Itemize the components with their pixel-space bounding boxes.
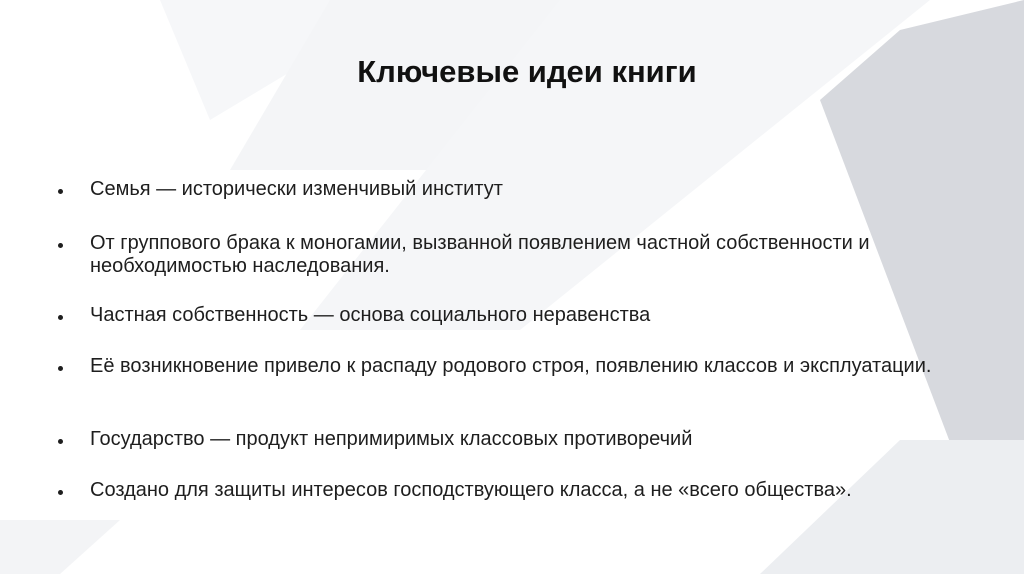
bullet-dot-icon: [58, 315, 63, 320]
bullet-item: [58, 178, 503, 201]
bullet-item: [58, 428, 692, 451]
bullet-text: Частная собственность — основа социального неравенства: [90, 304, 651, 326]
decor-stripe-bottom-right: [760, 440, 1024, 574]
bullet-dot-icon: [58, 439, 63, 444]
bullet-text: Создано для защиты интересов господствующего класса, а не «всего общества».: [90, 479, 852, 501]
bullet-dot-icon: [58, 243, 63, 248]
decor-stripe-bottom-left: [0, 520, 120, 574]
bullet-item: [58, 355, 931, 378]
bullet-dot-icon: [58, 490, 63, 495]
bullet-dot-icon: [58, 366, 63, 371]
bullet-item: [58, 479, 852, 502]
bullet-text: Семья — исторически изменчивый институт: [90, 178, 503, 200]
bullet-text: От группового брака к моногамии, вызванной появлением частной собственности и необходимостью наследования.: [90, 232, 870, 277]
bullet-text: Государство — продукт непримиримых классовых противоречий: [90, 428, 693, 450]
bullet-text: Её возникновение привело к распаду родового строя, появлению классов и эксплуатации.: [90, 355, 932, 377]
bullet-item: [58, 232, 938, 278]
bullet-dot-icon: [58, 189, 63, 194]
slide-title: Ключевые идеи книги: [357, 54, 697, 89]
bullet-item: [58, 304, 650, 327]
